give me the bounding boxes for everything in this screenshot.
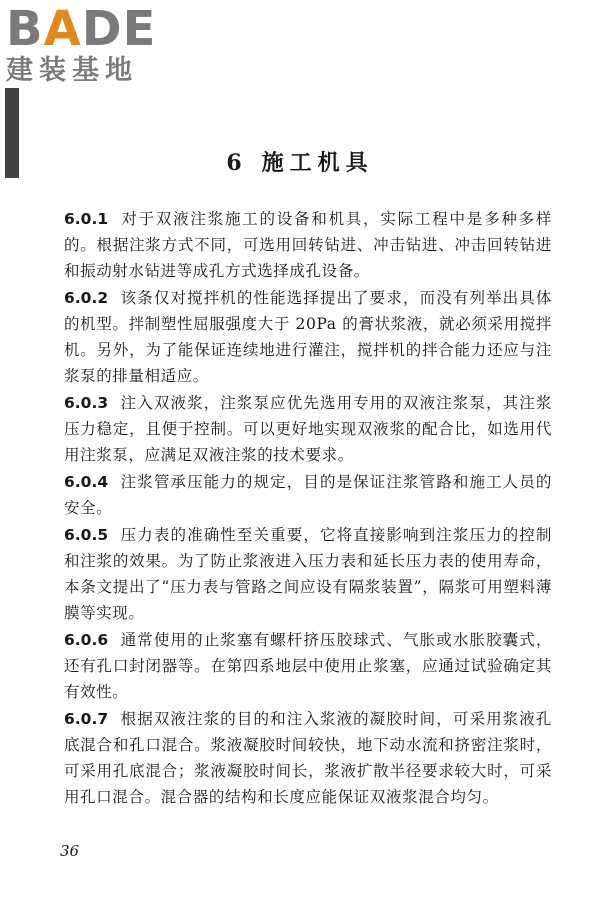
chapter-number: 6 [226,150,248,176]
clause-6-0-6 [64,627,552,705]
clause-number: 6.0.5 [64,526,109,544]
clause-number: 6.0.4 [64,473,109,491]
bade-logo [6,1,176,86]
logo-letter: E [122,1,157,57]
chapter-title-text: 施工机具 [261,150,374,176]
clause-6-0-5 [64,522,552,626]
clause-text: 通常使用的止浆塞有螺杆挤压胶球式、气胀或水胀胶囊式，还有孔口封闭器等。在第四系地层中使用止浆塞，应通过试验确定其有效性。 [64,631,552,701]
chapter-title [0,146,600,177]
clause-text: 注浆管承压能力的规定，目的是保证注浆管路和施工人员的安全。 [64,473,552,517]
clause-text: 压力表的准确性至关重要，它将直接影响到注浆压力的控制和注浆的效果。为了防止浆液进入压力表和延长压力表的使用寿命，本条文提出了“压力表与管路之间应设有隔浆装置”，隔浆可用塑料薄膜等实现。 [64,526,552,622]
clause-number: 6.0.1 [64,210,109,228]
logo-letter: D [81,1,123,57]
logo-letter: A [43,1,82,57]
logo-letter: B [6,1,44,57]
clause-number: 6.0.2 [64,289,109,307]
clause-text: 该条仅对搅拌机的性能选择提出了要求，而没有列举出具体的机型。拌制塑性屈服强度大于 20Pa 的膏状浆液，就必须采用搅拌机。另外，为了能保证连续地进行灌注，搅拌机的拌合能力还应与注浆泵的排量相适应。 [64,289,552,385]
clause-6-0-7 [64,706,552,810]
clause-6-0-4 [64,469,552,521]
clause-list [64,206,552,811]
clause-text: 注入双液浆，注浆泵应优先选用专用的双液注浆泵，其注浆压力稳定，且便于控制。可以更好地实现双液浆的配合比，如选用代用注浆泵，应满足双液注浆的技术要求。 [64,394,552,464]
logo-brand [6,1,176,57]
clause-6-0-3 [64,390,552,468]
clause-text: 根据双液注浆的目的和注入浆液的凝胶时间，可采用浆液孔底混合和孔口混合。浆液凝胶时间较快，地下动水流和挤密注浆时，可采用孔底混合；浆液凝胶时间长，浆液扩散半径要求较大时，可采用孔口混合。混合器的结构和长度应能保证双液浆混合均匀。 [64,710,552,806]
clause-text: 对于双液注浆施工的设备和机具，实际工程中是多种多样的。根据注浆方式不同，可选用回转钻进、冲击钻进、冲击回转钻进和振动射水钻进等成孔方式选择成孔设备。 [64,210,552,280]
clause-number: 6.0.7 [64,710,109,728]
clause-6-0-2 [64,285,552,389]
logo-subtitle: 建装基地 [6,55,138,86]
page-number: 36 [60,842,80,860]
clause-number: 6.0.6 [64,631,109,649]
clause-number: 6.0.3 [64,394,109,412]
clause-6-0-1 [64,206,552,284]
